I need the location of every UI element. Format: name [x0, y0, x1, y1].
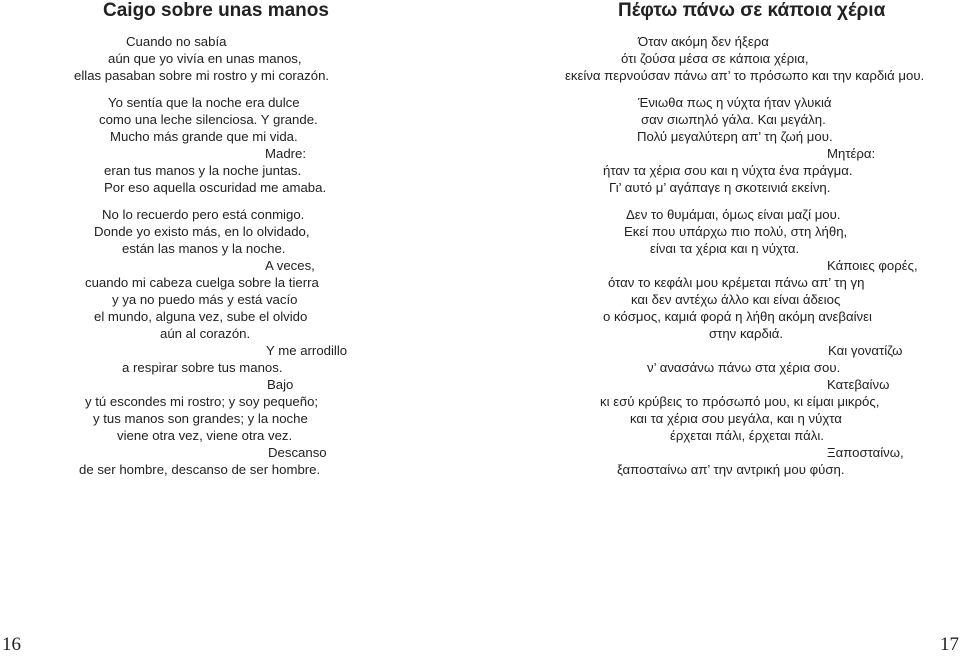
poem-line: Descanso: [268, 445, 327, 460]
poem-line: Κάποιες φορές,: [827, 258, 918, 273]
poem-line: viene otra vez, viene otra vez.: [117, 428, 293, 443]
poem-line: Mucho más grande que mi vida.: [110, 129, 298, 144]
poem-line: ότι ζούσα μέσα σε κάποια χέρια,: [621, 51, 809, 66]
poem-line: Γι’ αυτό μ’ αγάπαγε η σκοτεινιά εκείνη.: [609, 180, 831, 195]
poem-line: είναι τα χέρια και η νύχτα.: [650, 241, 800, 256]
poem-line: como una leche silenciosa. Y grande.: [99, 112, 318, 127]
poem-line: A veces,: [265, 258, 315, 273]
left-poem-title: Caigo sobre unas manos: [103, 0, 329, 21]
poem-line: Όταν ακόμη δεν ήξερα: [638, 34, 769, 49]
left-page: [0, 0, 480, 655]
poem-line: Ένιωθα πως η νύχτα ήταν γλυκιά: [638, 95, 832, 110]
poem-line: ν’ ανασάνω πάνω στα χέρια σου.: [647, 360, 841, 375]
poem-line: Εκεί που υπάρχω πιο πολύ, στη λήθη,: [624, 224, 848, 239]
poem-line: de ser hombre, descanso de ser hombre.: [79, 462, 321, 477]
poem-line: aún que yo vivía en unas manos,: [108, 51, 302, 66]
poem-line: y tus manos son grandes; y la noche: [93, 411, 308, 426]
poem-line: Δεν το θυμάμαι, όμως είναι μαζί μου.: [626, 207, 841, 222]
poem-line: Y me arrodillo: [266, 343, 348, 358]
right-poem-title: Πέφτω πάνω σε κάποια χέρια: [618, 0, 886, 21]
poem-line: Ξαποσταίνω,: [827, 445, 904, 460]
poem-line: están las manos y la noche.: [122, 241, 286, 256]
poem-line: Por eso aquella oscuridad me amaba.: [104, 180, 327, 195]
poem-line: Κατεβαίνω: [827, 377, 890, 392]
poem-line: el mundo, alguna vez, sube el olvido: [94, 309, 308, 324]
poem-line: εκείνα περνούσαν πάνω απ’ το πρόσωπο και την καρδιά μου.: [565, 68, 925, 83]
poem-line: Madre:: [265, 146, 307, 161]
poem-line: aún al corazón.: [160, 326, 251, 341]
poem-line: στην καρδιά.: [709, 326, 784, 341]
poem-line: Donde yo existo más, en lo olvidado,: [94, 224, 310, 239]
poem-line: σαν σιωπηλό γάλα. Και μεγάλη.: [641, 112, 826, 127]
poem-line: Μητέρα:: [827, 146, 876, 161]
poem-line: ellas pasaban sobre mi rostro y mi corazón.: [74, 68, 330, 83]
poem-line: έρχεται πάλι, έρχεται πάλι.: [670, 428, 824, 443]
poem-line: Πολύ μεγαλύτερη απ’ τη ζωή μου.: [637, 129, 833, 144]
poem-line: a respirar sobre tus manos.: [122, 360, 283, 375]
poem-line: ήταν τα χέρια σου και η νύχτα ένα πράγμα.: [603, 163, 853, 178]
right-page: [480, 0, 960, 655]
poem-line: ξαποσταίνω απ’ την αντρική μου φύση.: [617, 462, 845, 477]
poem-line: Yo sentía que la noche era dulce: [108, 95, 300, 110]
poem-line: Bajo: [267, 377, 294, 392]
poem-line: όταν το κεφάλι μου κρέμεται πάνω απ’ τη γη: [608, 275, 865, 290]
poem-line: cuando mi cabeza cuelga sobre la tierra: [85, 275, 319, 290]
poem-line: No lo recuerdo pero está conmigo.: [102, 207, 305, 222]
poem-line: Και γονατίζω: [828, 343, 903, 358]
poem-line: Cuando no sabía: [126, 34, 227, 49]
poem-line: y tú escondes mi rostro; y soy pequeño;: [85, 394, 319, 409]
page-number-right: 17: [940, 634, 959, 655]
poem-line: y ya no puedo más y está vacío: [112, 292, 298, 307]
page-number-left: 16: [2, 634, 21, 655]
poem-line: και τα χέρια σου μεγάλα, και η νύχτα: [630, 411, 842, 426]
poem-line: κι εσύ κρύβεις το πρόσωπό μου, κι είμαι μικρός,: [600, 394, 880, 409]
poem-line: και δεν αντέχω άλλο και είναι άδειος: [631, 292, 841, 307]
poem-line: ο κόσμος, καμιά φορά η λήθη ακόμη ανεβαίνει: [603, 309, 872, 324]
poem-line: eran tus manos y la noche juntas.: [104, 163, 302, 178]
